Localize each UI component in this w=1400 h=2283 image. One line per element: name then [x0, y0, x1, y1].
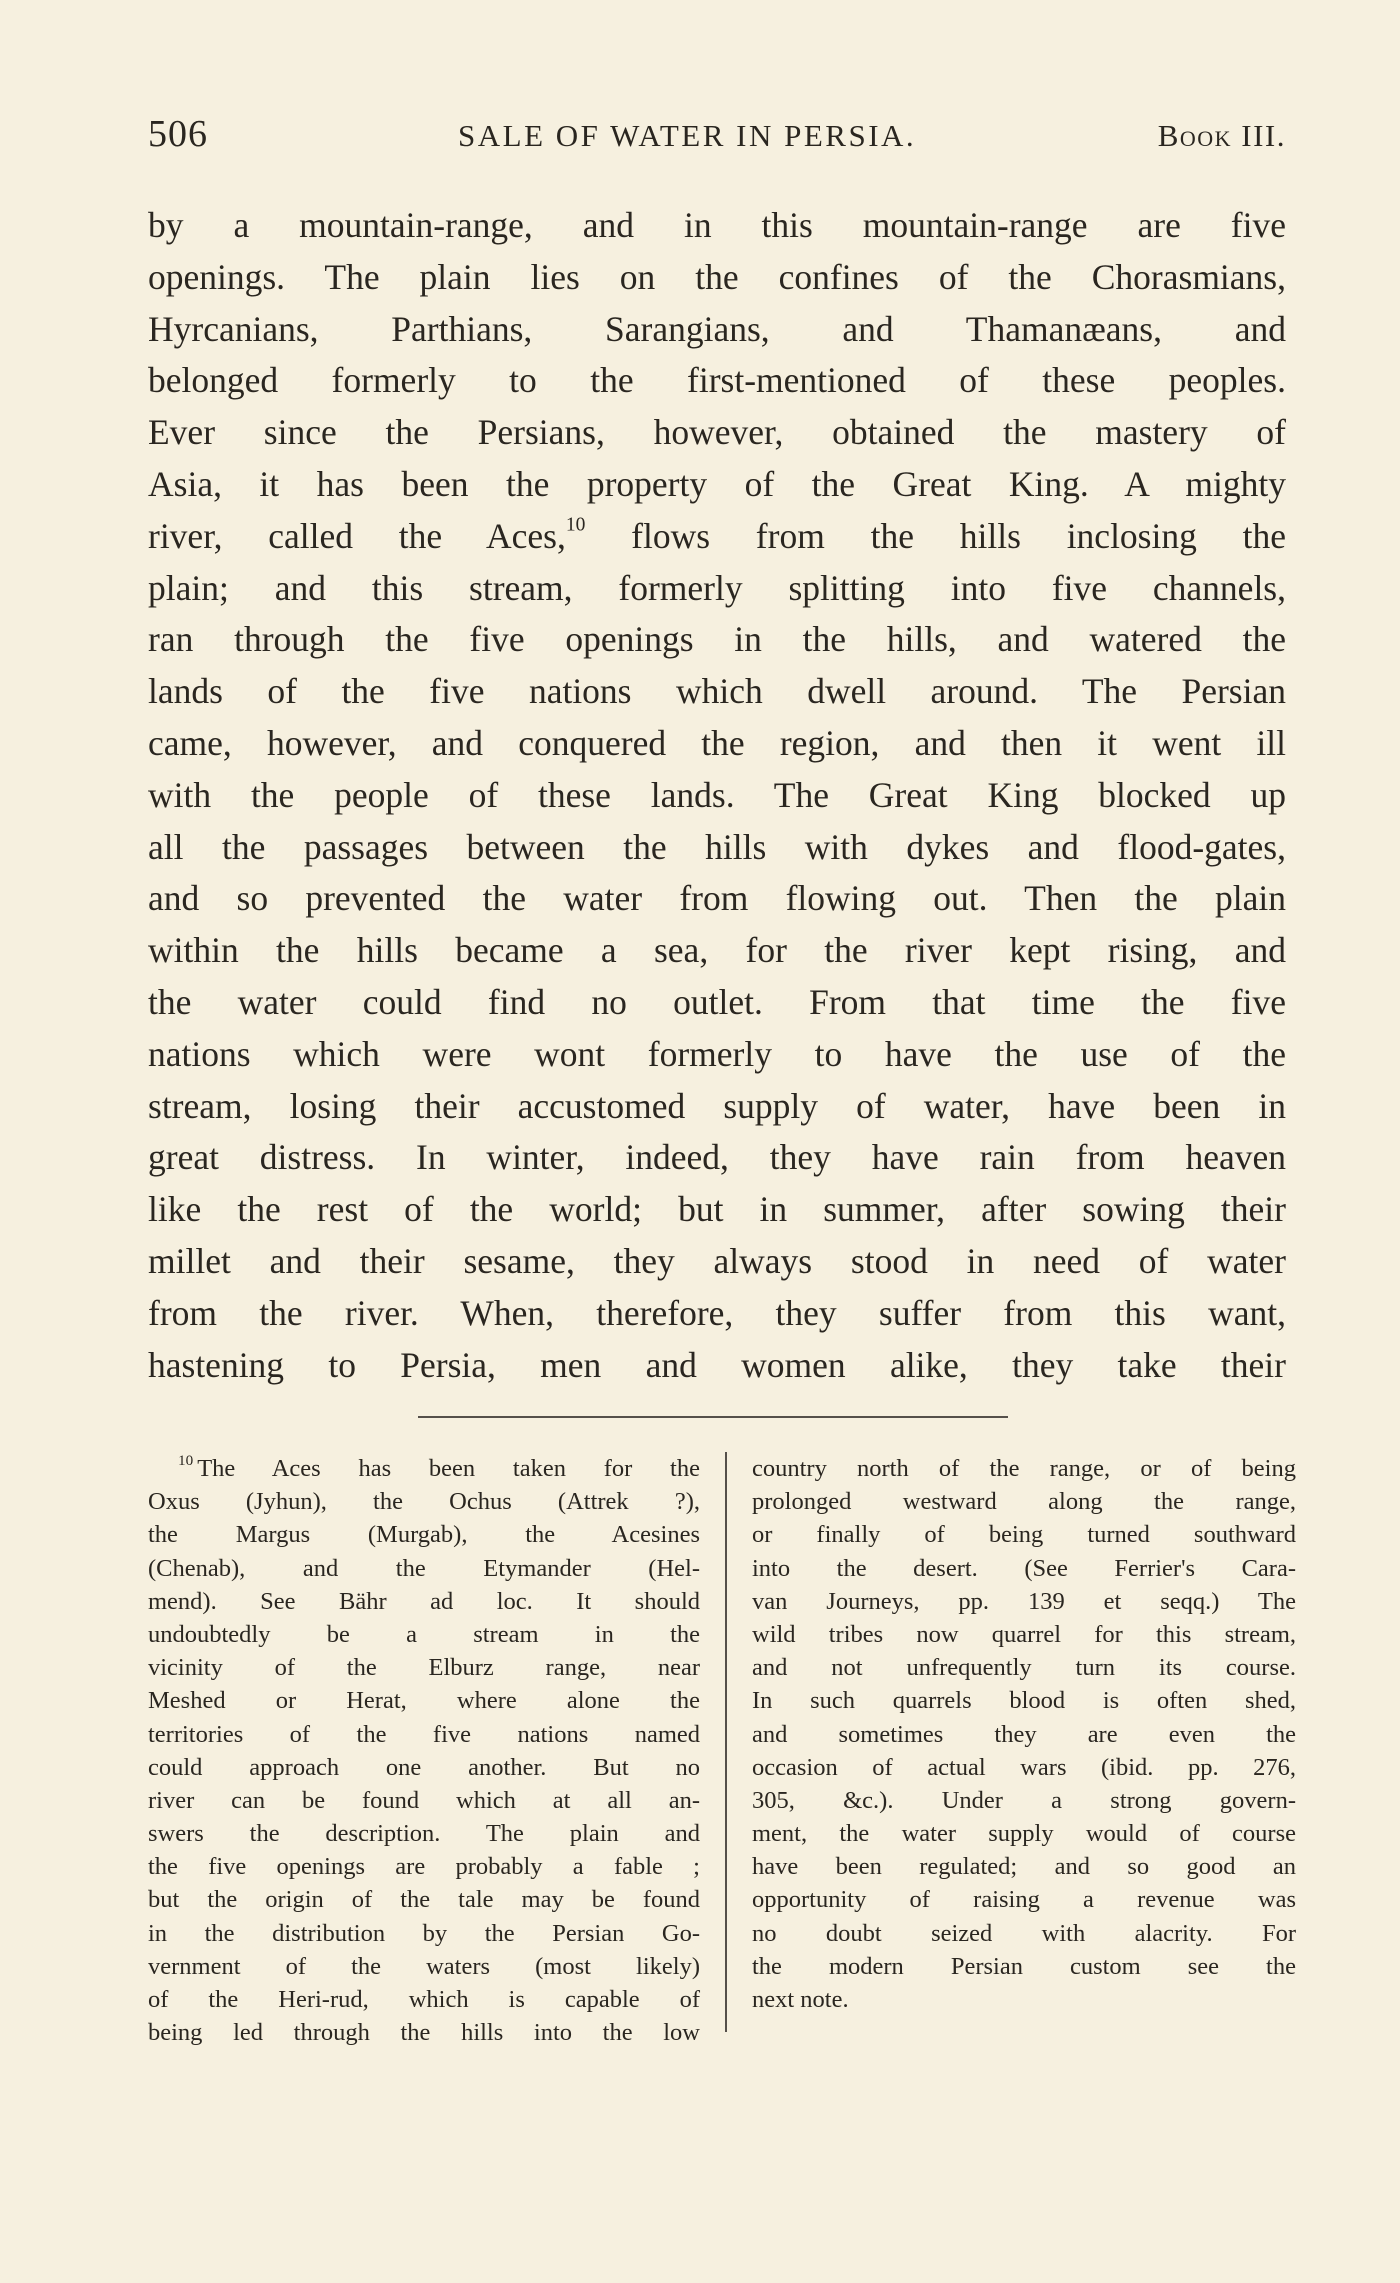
text-line: millet and their sesame, they always stood in need of water [148, 1240, 1286, 1281]
running-title: SALE OF WATER IN PERSIA. [458, 118, 917, 153]
footnote-line: mend). See Bähr ad loc. It should [148, 1587, 700, 1615]
text-line: openings. The plain lies on the confines of the Chorasmians, [148, 256, 1286, 297]
footnote-line: territories of the five nations named [148, 1720, 700, 1748]
text-line: and so prevented the water from flowing out. Then the plain [148, 878, 1286, 919]
text-line-with-footnote-ref [148, 511, 1286, 563]
footnote-line: could approach one another. But no [148, 1753, 700, 1781]
text-line: hastening to Persia, men and women alike, they take their [148, 1344, 1286, 1385]
footnote-line: and sometimes they are even the [752, 1720, 1296, 1748]
text-line: nations which were wont formerly to have the use of the [148, 1033, 1286, 1074]
footnote-line: wild tribes now quarrel for this stream, [752, 1620, 1296, 1648]
footnote-line: In such quarrels blood is often shed, [752, 1687, 1296, 1715]
column-divider [725, 1452, 727, 2032]
footnote-marker: 10 [178, 1452, 194, 1470]
text-line: within the hills became a sea, for the river kept rising, and [148, 930, 1286, 971]
page-number: 506 [148, 113, 208, 155]
footnote-line [148, 1452, 700, 1485]
text-line: Ever since the Persians, however, obtained the mastery of [148, 412, 1286, 453]
text-line: belonged formerly to the first-mentioned of these peoples. [148, 360, 1286, 401]
text-line: great distress. In winter, indeed, they have rain from heaven [148, 1137, 1286, 1178]
running-head [148, 113, 1286, 168]
text-line: plain; and this stream, formerly splitting into five channels, [148, 567, 1286, 608]
text-line: stream, losing their accustomed supply of water, have been in [148, 1085, 1286, 1126]
text-line: all the passages between the hills with dykes and flood-gates, [148, 826, 1286, 867]
footnote-line: occasion of actual wars (ibid. pp. 276, [752, 1753, 1296, 1781]
text-line: from the river. When, therefore, they suffer from this want, [148, 1292, 1286, 1333]
footnote-line: country north of the range, or of being [752, 1455, 1296, 1482]
text-line: ran through the five openings in the hills, and watered the [148, 619, 1286, 660]
text-line: by a mountain-range, and in this mountain-range are five [148, 205, 1286, 245]
footnote-separator-rule [418, 1416, 1008, 1418]
footnote-column-left [148, 1452, 700, 2049]
footnote-line: have been regulated; and so good an [752, 1853, 1296, 1881]
footnote-line: vicinity of the Elburz range, near [148, 1654, 700, 1682]
footnote-area [148, 1452, 1298, 2047]
text-line: like the rest of the world; but in summer, after sowing their [148, 1189, 1286, 1230]
footnote-text: The Aces has been taken for the [197, 1455, 700, 1482]
text-segment: river, called the Aces, [148, 515, 566, 556]
footnote-line: the five openings are probably a fable ; [148, 1853, 700, 1881]
text-line: with the people of these lands. The Great King blocked up [148, 774, 1286, 815]
footnote-line: vernment of the waters (most likely) [148, 1952, 700, 1980]
text-line: Hyrcanians, Parthians, Sarangians, and Thamanæans, and [148, 308, 1286, 349]
footnote-line: in the distribution by the Persian Go- [148, 1919, 700, 1947]
footnote-line: of the Heri-rud, which is capable of [148, 1986, 700, 2013]
footnote-line: opportunity of raising a revenue was [752, 1886, 1296, 1914]
footnote-line: Meshed or Herat, where alone the [148, 1687, 700, 1715]
footnote-line: or finally of being turned southward [752, 1521, 1296, 1549]
book-label: Book III. [1157, 118, 1286, 153]
text-line: the water could find no outlet. From that time the five [148, 981, 1286, 1022]
footnote-column-right [752, 1452, 1296, 2016]
main-text [148, 200, 1286, 1391]
footnote-line: being led through the hills into the low [148, 2019, 700, 2047]
footnote-line: but the origin of the tale may be found [148, 1886, 700, 1914]
footnote-line: prolonged westward along the range, [752, 1488, 1296, 1516]
text-line: Asia, it has been the property of the Great King. A mighty [148, 463, 1286, 504]
footnote-line: no doubt seized with alacrity. For [752, 1919, 1296, 1947]
footnote-line: river can be found which at all an- [148, 1786, 700, 1814]
footnote-line: Oxus (Jyhun), the Ochus (Attrek ?), [148, 1488, 700, 1516]
footnote-line: into the desert. (See Ferrier's Cara- [752, 1554, 1296, 1582]
text-line: came, however, and conquered the region, and then it went ill [148, 722, 1286, 763]
footnote-line: (Chenab), and the Etymander (Hel- [148, 1554, 700, 1582]
footnote-line: the modern Persian custom see the [752, 1952, 1296, 1980]
footnote-line: next note. [752, 1986, 849, 2013]
footnote-line: ment, the water supply would of course [752, 1820, 1296, 1848]
text-segment: flows from the hills inclosing the [631, 515, 1287, 556]
footnote-reference: 10 [565, 514, 586, 536]
text-line: lands of the five nations which dwell around. The Persian [148, 671, 1286, 712]
footnote-line: undoubtedly be a stream in the [148, 1620, 700, 1648]
footnote-line: van Journeys, pp. 139 et seqq.) The [752, 1587, 1296, 1615]
footnote-line: and not unfrequently turn its course. [752, 1654, 1296, 1682]
footnote-line: the Margus (Murgab), the Acesines [148, 1521, 700, 1549]
footnote-line: swers the description. The plain and [148, 1820, 700, 1848]
footnote-line: 305, &c.). Under a strong govern- [752, 1786, 1296, 1814]
